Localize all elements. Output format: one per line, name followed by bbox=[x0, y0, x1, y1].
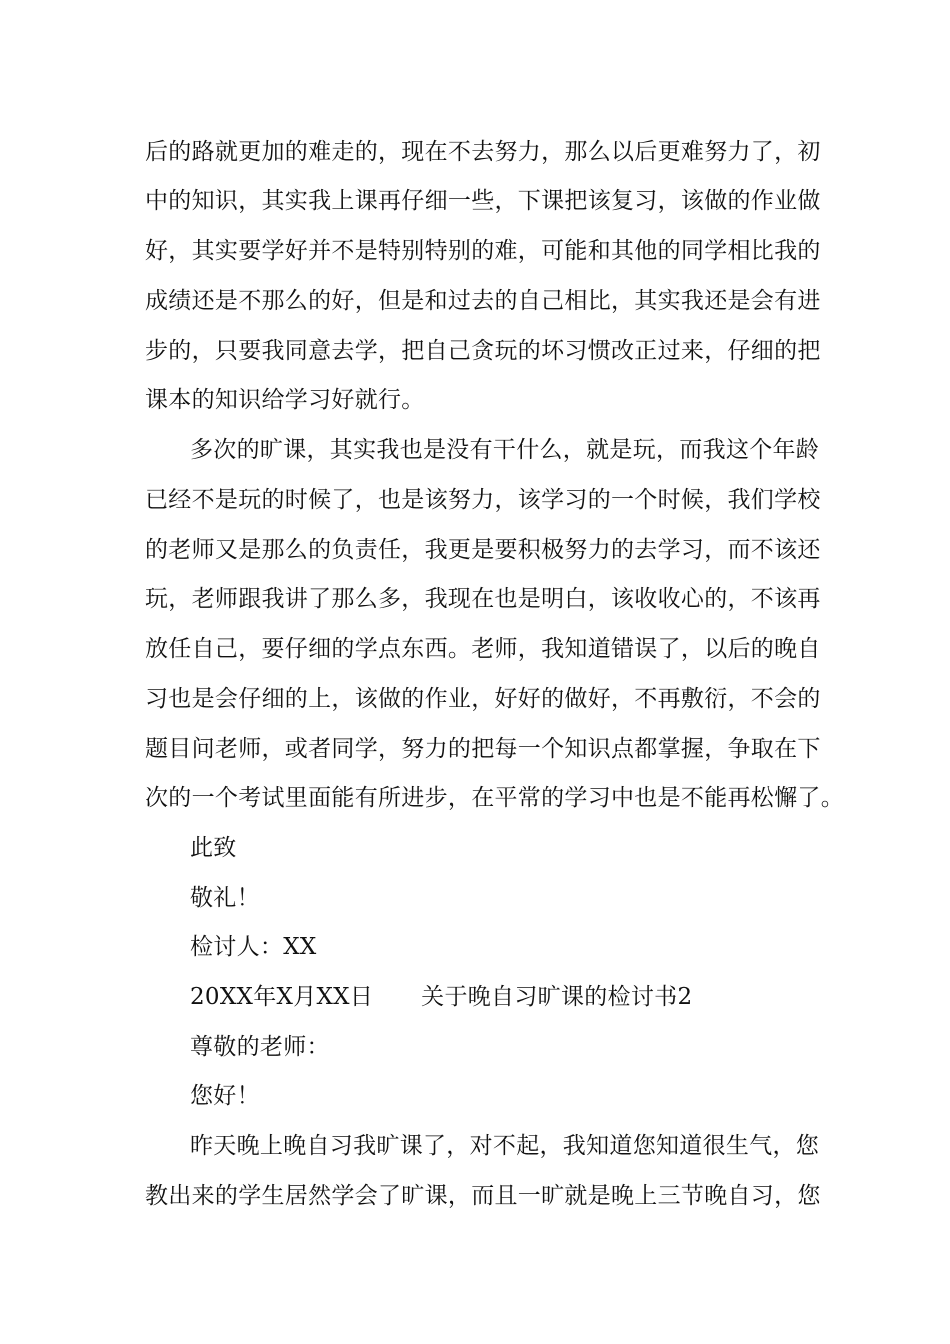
letter-greeting: 尊敬的老师： bbox=[190, 1034, 330, 1060]
paragraph-line: 课本的知识给学习好就行。 bbox=[145, 387, 425, 413]
paragraph-line: 玩，老师跟我讲了那么多，我现在也是明白，该收收心的，不该再 bbox=[145, 586, 821, 612]
paragraph-line: 中的知识，其实我上课再仔细一些，下课把该复习，该做的作业做 bbox=[145, 188, 821, 214]
date-and-title-line bbox=[190, 982, 692, 1012]
closing-salutation: 此致 bbox=[190, 835, 237, 861]
paragraph-line: 次的一个考试里面能有所进步，在平常的学习中也是不能再松懈了。 bbox=[145, 785, 844, 811]
section-title: 关于晚自习旷课的检讨书2 bbox=[421, 984, 693, 1010]
paragraph-line: 放任自己，要仔细的学点东西。老师，我知道错误了，以后的晚自 bbox=[145, 636, 821, 662]
paragraph-line: 已经不是玩的时候了，也是该努力，该学习的一个时候，我们学校 bbox=[145, 487, 821, 513]
paragraph-line: 后的路就更加的难走的，现在不去努力，那么以后更难努力了，初 bbox=[145, 139, 821, 165]
paragraph-line: 成绩还是不那么的好，但是和过去的自己相比，其实我还是会有进 bbox=[145, 288, 821, 314]
paragraph-line: 步的，只要我同意去学，把自己贪玩的坏习惯改正过来，仔细的把 bbox=[145, 338, 821, 364]
letter-hello: 您好！ bbox=[190, 1083, 260, 1109]
closing-respect: 敬礼！ bbox=[190, 885, 260, 911]
paragraph-line: 习也是会仔细的上，该做的作业，好好的做好，不再敷衍，不会的 bbox=[145, 686, 821, 712]
paragraph-line: 昨天晚上晚自习我旷课了，对不起，我知道您知道很生气，您 bbox=[190, 1133, 820, 1159]
paragraph-line: 教出来的学生居然学会了旷课，而且一旷就是晚上三节晚自习，您 bbox=[145, 1183, 821, 1209]
signer-line: 检讨人：XX bbox=[190, 934, 317, 960]
date-text: 20XX年X月XX日 bbox=[190, 984, 374, 1010]
paragraph-line: 题目问老师，或者同学，努力的把每一个知识点都掌握，争取在下 bbox=[145, 736, 821, 762]
paragraph-line: 多次的旷课，其实我也是没有干什么，就是玩，而我这个年龄 bbox=[190, 437, 820, 463]
paragraph-line: 好，其实要学好并不是特别特别的难，可能和其他的同学相比我的 bbox=[145, 238, 821, 264]
paragraph-line: 的老师又是那么的负责任，我更是要积极努力的去学习，而不该还 bbox=[145, 537, 821, 563]
